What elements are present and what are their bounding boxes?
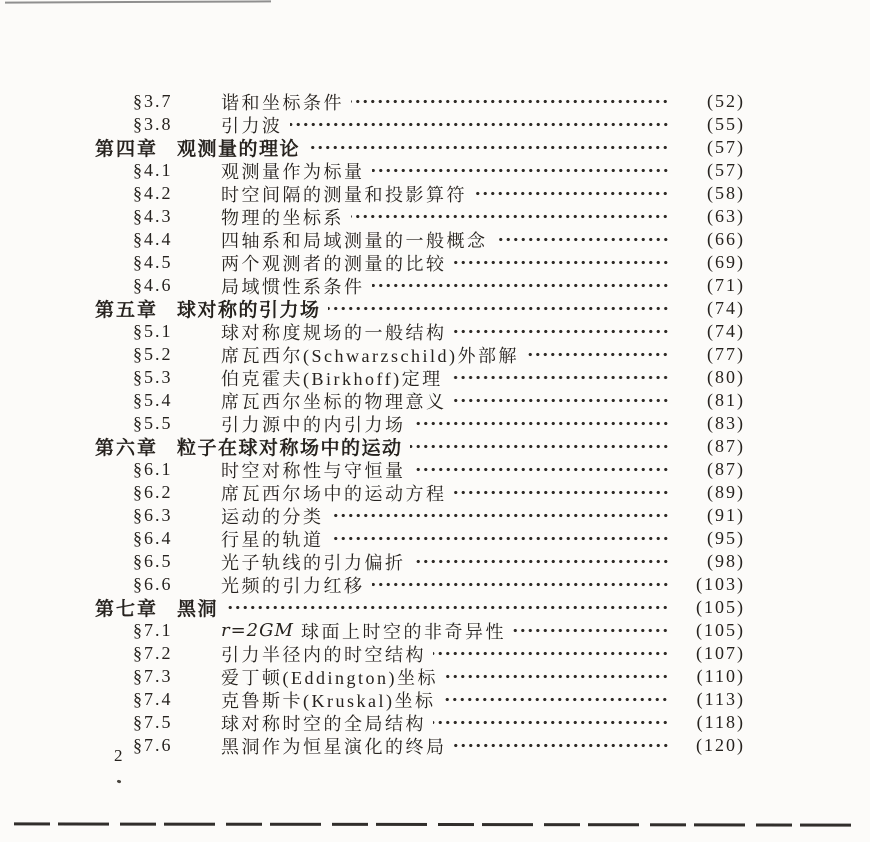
toc-row [95,596,745,619]
dot-leader [328,297,669,320]
toc-row [95,297,745,320]
toc-row [95,251,745,274]
toc-entry-title: 两个观测者的测量的比较 [221,253,447,274]
toc-entry-title: 黑洞 [177,599,219,620]
toc-entry-label: §4.1 [133,160,173,180]
toc-entry-page-number: (110) [696,666,745,686]
toc-entry-title: 黑洞作为恒星演化的终局 [221,736,447,757]
dot-leader [351,90,669,113]
dot-leader [526,343,669,366]
toc-row [95,343,745,366]
toc-entry-title: 席瓦西尔(Schwarzschild)外部解 [221,345,519,366]
toc-row [95,619,745,642]
toc-entry-title: 光子轨线的引力偏折 [221,552,406,573]
toc-entry-page-number: (107) [696,643,745,663]
toc-entry-label: §4.6 [133,275,173,295]
toc-entry-title: 时空对称性与守恒量 [221,460,406,481]
toc-entry-label: §7.2 [133,643,173,663]
toc-entry-label: 第七章 [95,599,159,620]
toc-entry-page-number: (55) [707,114,745,134]
toc-entry-title: 席瓦西尔场中的运动方程 [221,483,447,504]
toc-row [95,734,745,757]
toc-entry-label: §5.4 [133,390,173,410]
toc-entry-page-number: (113) [696,689,745,709]
toc-entry-label: §4.4 [133,229,173,249]
toc-entry-label: §3.8 [133,114,173,134]
toc-entry-label: §6.2 [133,482,173,502]
dot-leader [331,527,670,550]
toc-entry-label: 第四章 [95,139,159,160]
toc-entry-title: 四轴系和局域测量的一般概念 [221,230,488,251]
toc-entry-title: 球对称的引力场 [177,300,321,321]
toc-entry-page-number: (58) [707,183,745,203]
toc-entry-title: 物理的坐标系 [221,207,344,228]
toc-entry-page-number: (63) [707,206,745,226]
toc-entry-page-number: (71) [707,275,745,295]
toc-entry-label: §5.1 [133,321,173,341]
toc-row [95,320,745,343]
toc-row [95,642,745,665]
toc-row [95,136,745,159]
dot-leader [331,504,670,527]
toc-entry-title: 粒子在球对称场中的运动 [177,438,403,459]
toc-row [95,458,745,481]
toc-row [95,389,745,412]
toc-row [95,550,745,573]
toc-entry-title: 伯克霍夫(Birkhoff)定理 [221,368,443,389]
toc-entry-page-number: (57) [707,160,745,180]
math-expression: r=2GM [221,620,294,641]
toc-entry-label: §6.6 [133,574,173,594]
toc-entry-page-number: (91) [707,505,745,525]
toc-entry-page-number: (98) [707,551,745,571]
toc-entry-label: §7.3 [133,666,173,686]
toc-entry-page-number: (120) [696,735,745,755]
toc-entry-title: 球对称度规场的一般结构 [221,322,447,343]
dot-leader [445,665,669,688]
toc-entry-label: §5.5 [133,413,173,433]
page-number-footer: 2 [114,746,123,765]
dot-leader [454,320,670,343]
toc-entry-page-number: (105) [696,620,745,640]
toc-entry-label: §6.5 [133,551,173,571]
top-scan-edge-line [5,0,271,3]
toc-entry-label: §4.2 [133,183,173,203]
toc-entry-label: §7.4 [133,689,173,709]
toc-row [95,159,745,182]
toc-entry-label: §6.1 [133,459,173,479]
toc-entry-label: §6.4 [133,528,173,548]
toc-entry-title: 运动的分类 [221,506,324,527]
toc-entry-title: 爱丁顿(Eddington)坐标 [221,667,438,688]
toc-row [95,113,745,136]
toc-row [95,504,745,527]
toc-entry-page-number: (52) [707,91,745,111]
dot-leader [290,113,670,136]
toc-entry-title: 席瓦西尔坐标的物理意义 [221,391,447,412]
dot-leader [454,734,670,757]
toc-entry-label: §7.6 [133,735,173,755]
toc-entry-title: 引力源中的内引力场 [221,414,406,435]
toc-row [95,527,745,550]
toc-entry-label: §3.7 [133,91,173,111]
dot-leader [413,550,670,573]
toc-entry-page-number: (118) [696,712,745,732]
toc-entry-page-number: (69) [707,252,745,272]
toc-entry-title: 光频的引力红移 [221,575,365,596]
dot-leader [442,688,669,711]
toc-entry-page-number: (87) [707,436,745,456]
dot-leader [413,412,670,435]
toc-entry-title: 引力波 [221,115,283,136]
dot-leader [351,205,669,228]
toc-entry-label: §6.3 [133,505,173,525]
toc-row [95,182,745,205]
toc-entry-title: 局域惯性系条件 [221,276,365,297]
toc-row [95,665,745,688]
toc-row [95,481,745,504]
toc-entry-title: 行星的轨道 [221,529,324,550]
bottom-scan-rule [14,822,858,826]
dot-leader [372,573,670,596]
toc-entry-title: 谐和坐标条件 [221,92,344,113]
dot-leader [225,596,669,619]
dot-leader [454,251,670,274]
toc-entry-page-number: (66) [707,229,745,249]
dot-leader [495,228,670,251]
dot-leader [454,481,670,504]
toc-list [95,90,745,757]
dot-leader [433,642,669,665]
toc-row [95,205,745,228]
dot-leader [450,366,669,389]
toc-entry-page-number: (77) [707,344,745,364]
toc-entry-page-number: (87) [707,459,745,479]
toc-row [95,688,745,711]
toc-entry-title: 观测量的理论 [177,139,301,160]
toc-entry-label: §5.2 [133,344,173,364]
toc-entry-label: §7.1 [133,620,173,640]
toc-entry-title: 球对称时空的全局结构 [221,713,426,734]
dot-leader [513,619,669,642]
toc-row [95,90,745,113]
toc-entry-label: §4.5 [133,252,173,272]
toc-entry-page-number: (81) [707,390,745,410]
toc-entry-title: 引力半径内的时空结构 [221,644,426,665]
dot-leader [372,274,670,297]
toc-entry-label: §5.3 [133,367,173,387]
toc-entry-label: §7.5 [133,712,173,732]
toc-row [95,366,745,389]
toc-entry-page-number: (89) [707,482,745,502]
toc-entry-page-number: (105) [696,597,745,617]
dot-leader [454,389,670,412]
toc-row [95,711,745,734]
dot-leader [433,711,669,734]
toc-row [95,412,745,435]
toc-entry-title: 观测量作为标量 [221,161,365,182]
toc-entry-label: 第六章 [95,438,159,459]
dot-leader [474,182,669,205]
toc-entry-label: §4.3 [133,206,173,226]
toc-entry-label: 第五章 [95,300,159,321]
dot-leader [410,435,669,458]
toc-entry-page-number: (83) [707,413,745,433]
toc-row [95,573,745,596]
toc-entry-title: 球面上时空的非奇异性 [300,621,506,642]
toc-entry-page-number: (80) [707,367,745,387]
dot-leader [372,159,670,182]
toc-entry-page-number: (95) [707,528,745,548]
toc-row [95,435,745,458]
toc-entry-title: 时空间隔的测量和投影算符 [221,184,467,205]
dot-leader [413,458,670,481]
toc-row [95,274,745,297]
toc-row [95,228,745,251]
toc-entry-page-number: (103) [696,574,745,594]
scan-speck [117,779,122,783]
toc-entry-page-number: (74) [707,321,745,341]
toc-entry-title: 克鲁斯卡(Kruskal)坐标 [221,690,436,711]
toc-entry-page-number: (74) [707,298,745,318]
toc-entry-page-number: (57) [707,137,745,157]
dot-leader [307,136,669,159]
